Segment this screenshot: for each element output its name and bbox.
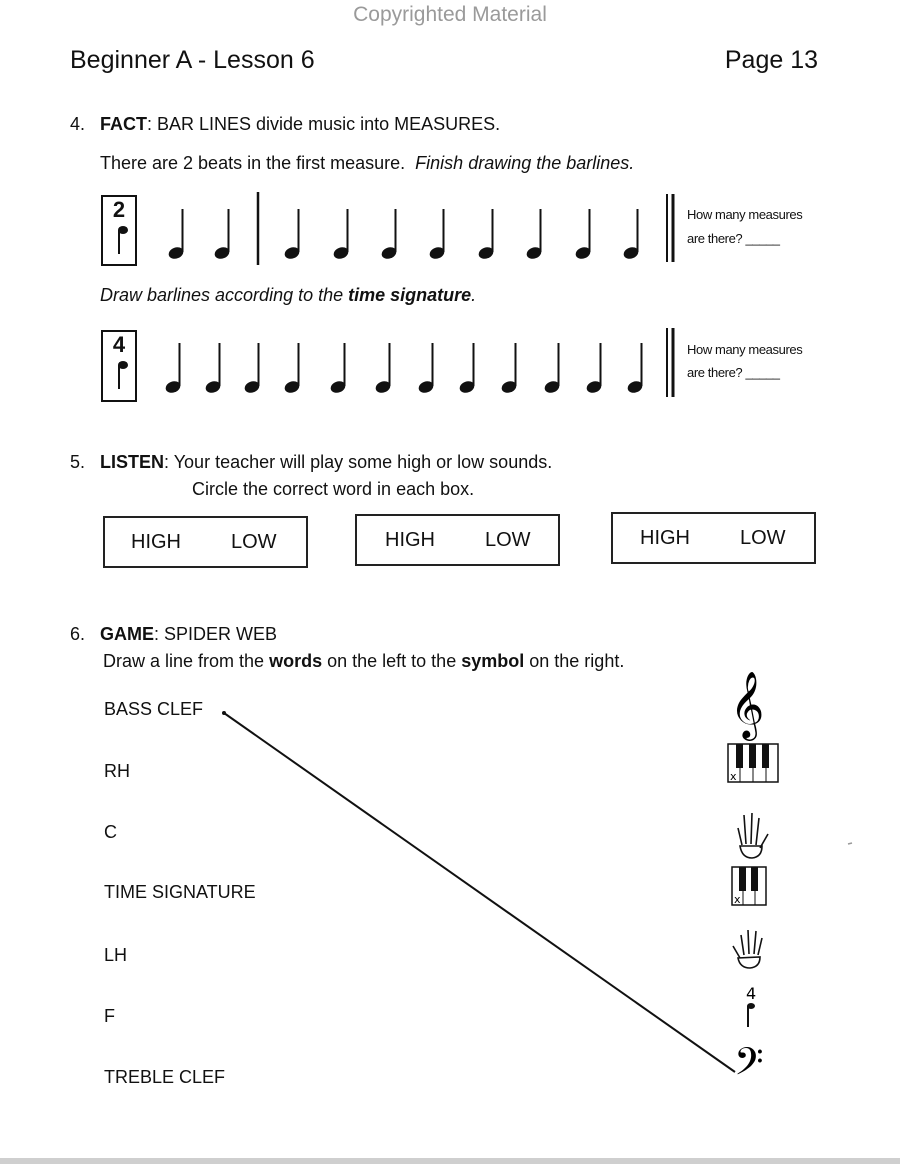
q6-title: : SPIDER WEB <box>154 624 278 644</box>
q5-number: 5. <box>70 452 86 472</box>
keyboard-f-icon[interactable] <box>732 867 766 906</box>
q6-instr-e: on the right. <box>529 651 625 671</box>
q6-instr-c: on the left to the <box>327 651 457 671</box>
left-hand-icon[interactable] <box>733 930 762 968</box>
word-bass-clef[interactable]: BASS CLEF <box>104 699 204 719</box>
high-option-1[interactable]: HIGH <box>131 530 181 553</box>
measures-question-1-line-1: How many measures <box>687 207 803 222</box>
q5-label: LISTEN <box>100 452 165 472</box>
q4-fact-label: FACT <box>100 114 147 134</box>
q4-instruction-2b: time signature <box>348 285 472 305</box>
q5-text-2: Circle the correct word in each box. <box>192 479 475 499</box>
svg-text:x: x <box>730 770 737 783</box>
measures-question-2-line-1: How many measures <box>687 342 803 357</box>
time-signature-top-2: 4 <box>112 332 126 357</box>
q4-instruction-2a: Draw barlines according to the <box>100 285 344 305</box>
q6-label: GAME <box>100 624 154 644</box>
q6-instr-d: symbol <box>461 651 525 671</box>
time-signature-4-icon[interactable] <box>746 984 756 1027</box>
word-lh[interactable]: LH <box>104 945 128 965</box>
page-bottom-edge <box>0 1158 900 1164</box>
low-option-2[interactable]: LOW <box>485 528 531 551</box>
lesson-title: Beginner A - Lesson 6 <box>70 46 315 74</box>
q4-instruction-1-text: There are 2 beats in the first measure. <box>100 153 406 173</box>
q4-number: 4. <box>70 114 86 134</box>
low-option-1[interactable]: LOW <box>231 530 277 553</box>
q4-instruction-1-italic: Finish drawing the barlines. <box>415 153 635 173</box>
line-start-dot <box>222 711 226 715</box>
keyboard-c-icon[interactable] <box>728 744 778 783</box>
stray-mark <box>848 843 852 844</box>
high-option-3[interactable]: HIGH <box>640 526 690 549</box>
time-signature-4-digit: 4 <box>746 984 757 1003</box>
q6-instr-a: Draw a line from the <box>103 651 265 671</box>
svg-text:x: x <box>734 893 741 906</box>
svg-text:𝄞: 𝄞 <box>730 670 765 738</box>
q6-number: 6. <box>70 624 86 644</box>
measures-question-2-line-2[interactable]: are there? _____ <box>687 365 780 380</box>
svg-text:𝄢: 𝄢 <box>734 1039 764 1093</box>
q6-instr-b: words <box>269 651 323 671</box>
high-option-2[interactable]: HIGH <box>385 528 435 551</box>
time-signature-top-1: 2 <box>112 197 126 222</box>
q4-instruction-2c: . <box>471 285 477 305</box>
copyright-watermark: Copyrighted Material <box>353 3 547 26</box>
word-time-signature[interactable]: TIME SIGNATURE <box>104 882 256 902</box>
bass-clef-icon[interactable] <box>734 1039 764 1093</box>
page-number: Page 13 <box>724 46 818 74</box>
q4-fact-text: : BAR LINES divide music into MEASURES. <box>147 114 501 134</box>
low-option-3[interactable]: LOW <box>740 526 786 549</box>
right-hand-icon[interactable] <box>738 813 768 858</box>
word-f[interactable]: F <box>104 1006 115 1026</box>
word-rh[interactable]: RH <box>104 761 130 781</box>
word-treble-clef[interactable]: TREBLE CLEF <box>104 1067 226 1087</box>
drawn-matching-line <box>224 713 735 1072</box>
treble-clef-icon[interactable] <box>730 670 764 741</box>
word-c[interactable]: C <box>104 822 117 842</box>
q5-text-1: : Your teacher will play some high or low sounds. <box>164 452 553 472</box>
measures-question-1-line-2[interactable]: are there? _____ <box>687 231 780 246</box>
